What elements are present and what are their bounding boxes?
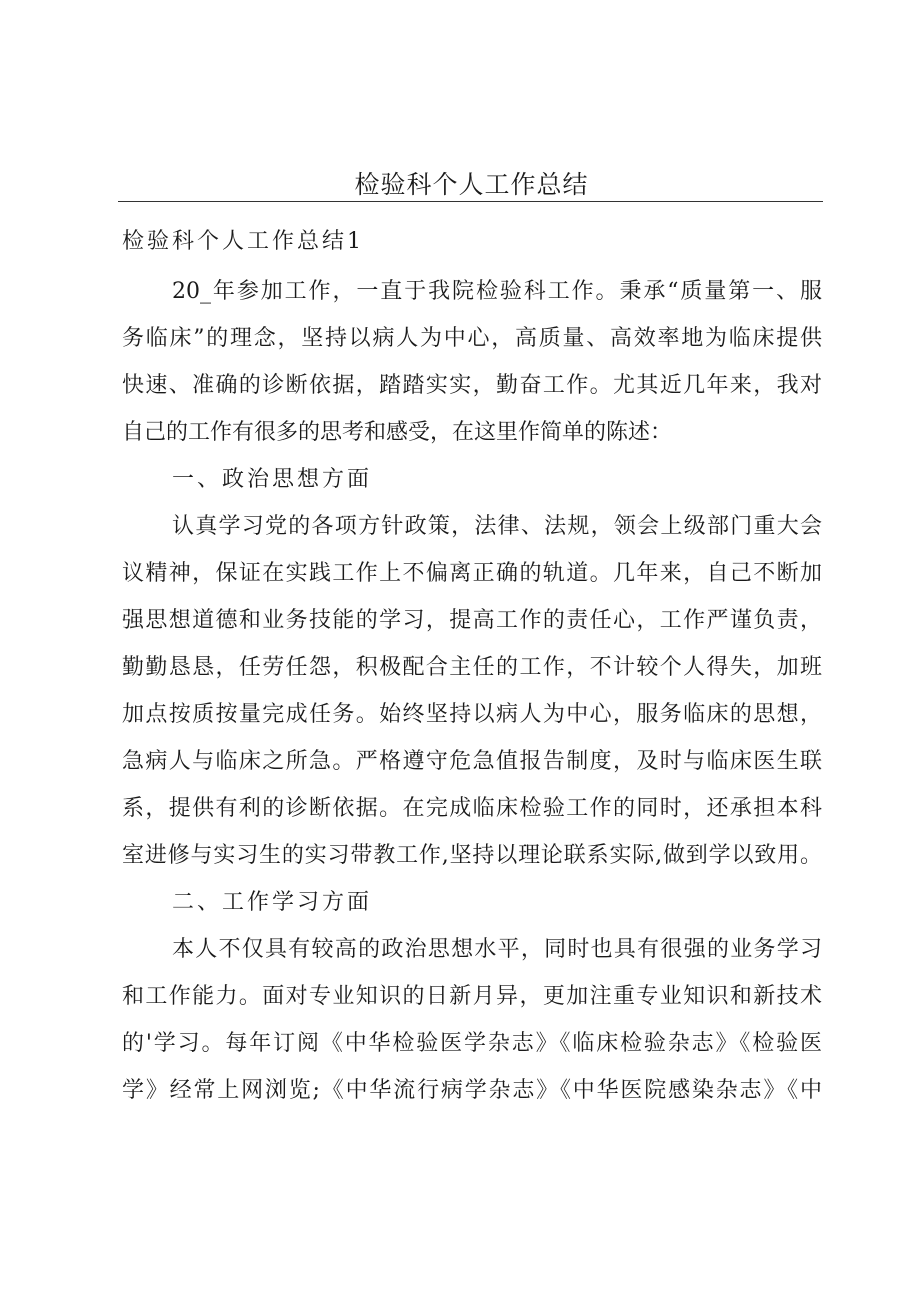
paragraph-line: 勤勤恳恳，任劳任怨，积极配合主任的工作，不计较个人得失，加班 [122, 655, 822, 680]
paragraph-line: 加点按质按量完成任务。始终坚持以病人为中心，服务临床的思想， [122, 702, 822, 727]
paragraph-line: 的'学习。每年订阅《中华检验医学杂志》《临床检验杂志》《检验医 [122, 1031, 822, 1056]
paragraph-line: 20_年参加工作，一直于我院检验科工作。秉承“质量第一、服 [172, 279, 822, 304]
paragraph-line: 系，提供有利的诊断依据。在完成临床检验工作的同时，还承担本科 [122, 796, 822, 821]
section-subtitle: 检验科个人工作总结1 [122, 229, 364, 254]
paragraph-line: 议精神，保证在实践工作上不偏离正确的轨道。几年来，自己不断加 [122, 561, 822, 586]
section-heading: 二、工作学习方面 [172, 890, 373, 915]
paragraph-line: 认真学习党的各项方针政策，法律、法规，领会上级部门重大会 [172, 514, 822, 539]
paragraph-line: 学》经常上网浏览;《中华流行病学杂志》《中华医院感染杂志》《中 [122, 1078, 822, 1103]
paragraph-line: 强思想道德和业务技能的学习，提高工作的责任心，工作严谨负责， [122, 608, 822, 633]
paragraph-line: 和工作能力。面对专业知识的日新月异，更加注重专业知识和新技术 [122, 984, 822, 1009]
paragraph-line: 急病人与临床之所急。严格遵守危急值报告制度，及时与临床医生联 [122, 749, 822, 774]
paragraph-line: 快速、准确的诊断依据，踏踏实实，勤奋工作。尤其近几年来，我对 [122, 373, 822, 398]
section-heading: 一、政治思想方面 [172, 467, 373, 492]
paragraph-line: 自己的工作有很多的思考和感受，在这里作简单的陈述： [122, 420, 673, 445]
paragraph-line: 务临床”的理念，坚持以病人为中心，高质量、高效率地为临床提供 [122, 326, 822, 351]
paragraph-line: 本人不仅具有较高的政治思想水平，同时也具有很强的业务学习 [172, 937, 822, 962]
paragraph-line: 室进修与实习生的实习带教工作,坚持以理论联系实际,做到学以致用。 [122, 843, 822, 868]
document-title: 检验科个人工作总结 [354, 170, 589, 199]
title-underline [118, 201, 823, 202]
